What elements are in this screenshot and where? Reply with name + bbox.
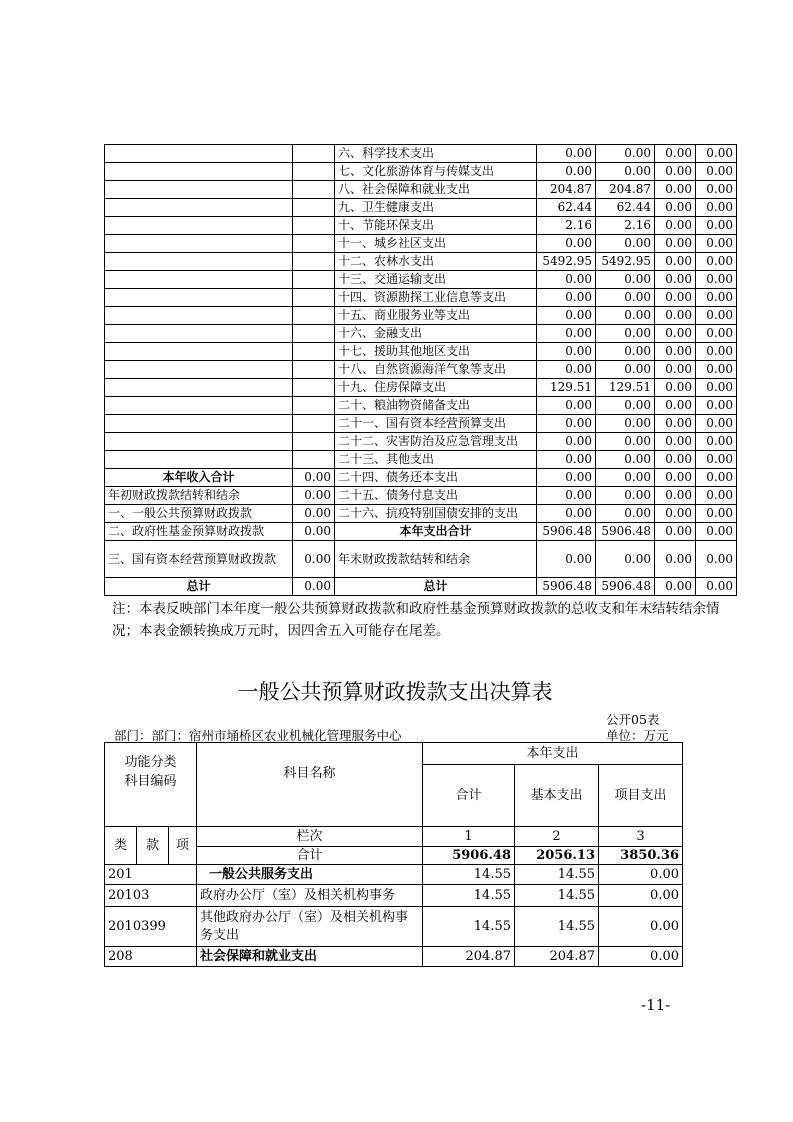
table-code: 公开05表 <box>606 712 660 727</box>
table-row: 二十三、其他支出 0.00 0.00 0.00 0.00 <box>105 451 737 469</box>
table-row: 十一、城乡社区支出 0.00 0.00 0.00 0.00 <box>105 235 737 253</box>
table-row: 十六、金融支出 0.00 0.00 0.00 0.00 <box>105 325 737 343</box>
table-row: 208 社会保障和就业支出 204.87 204.87 0.00 <box>105 947 683 967</box>
column-number-label: 栏次 <box>197 827 423 847</box>
table-row: 十九、住房保障支出 129.51 129.51 0.00 0.00 <box>105 379 737 397</box>
table-row: 十五、商业服务业等支出 0.00 0.00 0.00 0.00 <box>105 307 737 325</box>
general-budget-expenditure-table <box>104 742 683 967</box>
basic-header: 基本支出 <box>515 765 599 827</box>
page-number: -11- <box>641 996 671 1014</box>
table-note: 注：本表反映部门本年度一般公共预算财政拨款和政府性基金预算财政拨款的总收支和年末结转结余情况；本表金额转换成万元时，因四舍五入可能存在尾差。 <box>112 601 720 639</box>
table-row: 十四、资源勘探工业信息等支出 0.00 0.00 0.00 0.00 <box>105 289 737 307</box>
table-row: 二十一、国有资本经营预算支出 0.00 0.00 0.00 0.00 <box>105 415 737 433</box>
table-row: 十三、交通运输支出 0.00 0.00 0.00 0.00 <box>105 271 737 289</box>
table-row: 七、文化旅游体育与传媒支出 0.00 0.00 0.00 0.00 <box>105 163 737 181</box>
project-header: 项目支出 <box>599 765 683 827</box>
table-row: 十七、援助其他地区支出 0.00 0.00 0.00 0.00 <box>105 343 737 361</box>
table-row: 二、政府性基金预算财政拨款 0.00 本年支出合计 5906.48 5906.48 0.00 0.00 <box>105 523 737 541</box>
unit-label: 单位：万元 <box>606 728 669 743</box>
table-row: 201 一般公共服务支出 14.55 14.55 0.00 <box>105 865 683 885</box>
table-row: 20103 政府办公厅（室）及相关机构事务 14.55 14.55 0.00 <box>105 885 683 907</box>
table-row: 本年收入合计 0.00 二十四、债务还本支出 0.00 0.00 0.00 0.00 <box>105 469 737 487</box>
sum-row: 合计 5906.48 2056.13 3850.36 <box>105 847 683 865</box>
table-row: 二十、粮油物资储备支出 0.00 0.00 0.00 0.00 <box>105 397 737 415</box>
department-label: 部门：部门：宿州市埇桥区农业机械化管理服务中心 <box>114 728 402 743</box>
table-row: 年初财政拨款结转和结余 0.00 二十五、债务付息支出 0.00 0.00 0.00 0.00 <box>105 487 737 505</box>
table-row: 二十二、灾害防治及应急管理支出 0.00 0.00 0.00 0.00 <box>105 433 737 451</box>
lei-header: 类 <box>105 827 137 865</box>
total-header: 合计 <box>423 765 515 827</box>
table-row: 八、社会保障和就业支出 204.87 204.87 0.00 0.00 <box>105 181 737 199</box>
func-code-header: 功能分类 科目编码 <box>105 743 197 827</box>
table-title: 一般公共预算财政拨款支出决算表 <box>237 680 553 704</box>
table-row: 九、卫生健康支出 62.44 62.44 0.00 0.00 <box>105 199 737 217</box>
table-row: 2010399 其他政府办公厅（室）及相关机构事务支出 14.55 14.55 0.00 <box>105 907 683 947</box>
table-row: 十、节能环保支出 2.16 2.16 0.00 0.00 <box>105 217 737 235</box>
header-row: 类 款 项 栏次 1 2 3 <box>105 827 683 847</box>
table-row: 一、一般公共预算财政拨款 0.00 二十六、抗疫特别国债安排的支出 0.00 0.00 0.00 0.00 <box>105 505 737 523</box>
table-row: 总计 0.00 总计 5906.48 5906.48 0.00 0.00 <box>105 578 737 596</box>
table-row: 十八、自然资源海洋气象等支出 0.00 0.00 0.00 0.00 <box>105 361 737 379</box>
header-row <box>105 743 683 765</box>
table-row: 三、国有资本经营预算财政拨款 0.00 年末财政拨款结转和结余 0.00 0.00 0.00 0.00 <box>105 541 737 578</box>
income-expense-table <box>104 144 737 596</box>
table-row: 六、科学技术支出 0.00 0.00 0.00 0.00 <box>105 145 737 163</box>
year-expense-header: 本年支出 <box>423 743 683 765</box>
xiang-header: 项 <box>169 827 197 865</box>
table-row: 十二、农林水支出 5492.95 5492.95 0.00 0.00 <box>105 253 737 271</box>
kuan-header: 款 <box>137 827 169 865</box>
item-name-header: 科目名称 <box>197 743 423 827</box>
